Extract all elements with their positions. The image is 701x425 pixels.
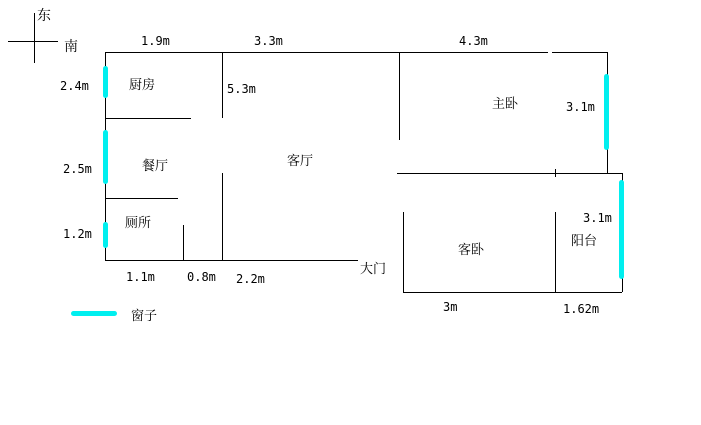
kitchen-window — [103, 66, 108, 98]
room-label-living-room: 客厅 — [287, 154, 314, 169]
wall-kitchen-bottom-wall — [105, 118, 191, 119]
wall-guest-bedroom-left-wall — [403, 212, 404, 292]
measurement-top-kitchen-width: 1.9m — [141, 34, 170, 48]
wall-bottom-right-wall — [403, 292, 622, 293]
compass-axis-vertical — [34, 13, 35, 63]
compass-east-label: 东 — [37, 8, 51, 24]
dining-window — [103, 130, 108, 184]
legend-window-swatch — [71, 311, 117, 316]
measurement-living-height: 5.3m — [227, 82, 256, 96]
wall-inner-vertical-lower — [222, 173, 223, 260]
wall-toilet-top-wall — [105, 198, 178, 199]
room-label-kitchen: 厨房 — [129, 78, 156, 93]
compass-axis-horizontal — [8, 41, 58, 42]
measurement-guest-bedroom-width: 3m — [443, 300, 458, 314]
measurement-bottom-living-width: 2.2m — [236, 272, 265, 286]
wall-inner-vertical-upper — [222, 52, 223, 118]
room-label-guest-bedroom: 客卧 — [458, 243, 485, 258]
wall-guest-balcony-divider — [555, 212, 556, 292]
measurement-top-master-width: 4.3m — [459, 34, 488, 48]
wall-divider-tick — [555, 169, 556, 177]
measurement-left-dining-height: 2.5m — [63, 162, 92, 176]
measurement-balcony-width: 1.62m — [563, 302, 600, 316]
measurement-master-height: 3.1m — [566, 100, 595, 114]
master-bedroom-window — [604, 74, 609, 150]
balcony-window — [619, 180, 624, 279]
wall-top-wall-right-part — [552, 52, 607, 53]
compass-south-label: 南 — [64, 39, 78, 55]
measurement-left-toilet-height: 1.2m — [63, 227, 92, 241]
measurement-bottom-toilet-width: 1.1m — [126, 270, 155, 284]
wall-toilet-right-wall — [183, 225, 184, 260]
measurement-top-living-width: 3.3m — [254, 34, 283, 48]
room-label-balcony: 阳台 — [571, 234, 598, 249]
wall-mid-horizontal-wall — [397, 173, 622, 174]
room-label-main-door: 大门 — [360, 262, 387, 277]
measurement-left-kitchen-height: 2.4m — [60, 79, 89, 93]
measurement-balcony-height: 3.1m — [583, 211, 612, 225]
toilet-window — [103, 222, 108, 248]
room-label-toilet: 厕所 — [125, 216, 152, 231]
room-label-master-bedroom: 主卧 — [492, 97, 519, 112]
wall-bottom-left-wall — [105, 260, 358, 261]
wall-master-bedroom-left-wall — [399, 52, 400, 140]
legend-window-label: 窗子 — [131, 309, 158, 324]
room-label-dining-room: 餐厅 — [142, 159, 169, 174]
wall-top-wall-left-part — [105, 52, 548, 53]
measurement-bottom-gap-width: 0.8m — [187, 270, 216, 284]
